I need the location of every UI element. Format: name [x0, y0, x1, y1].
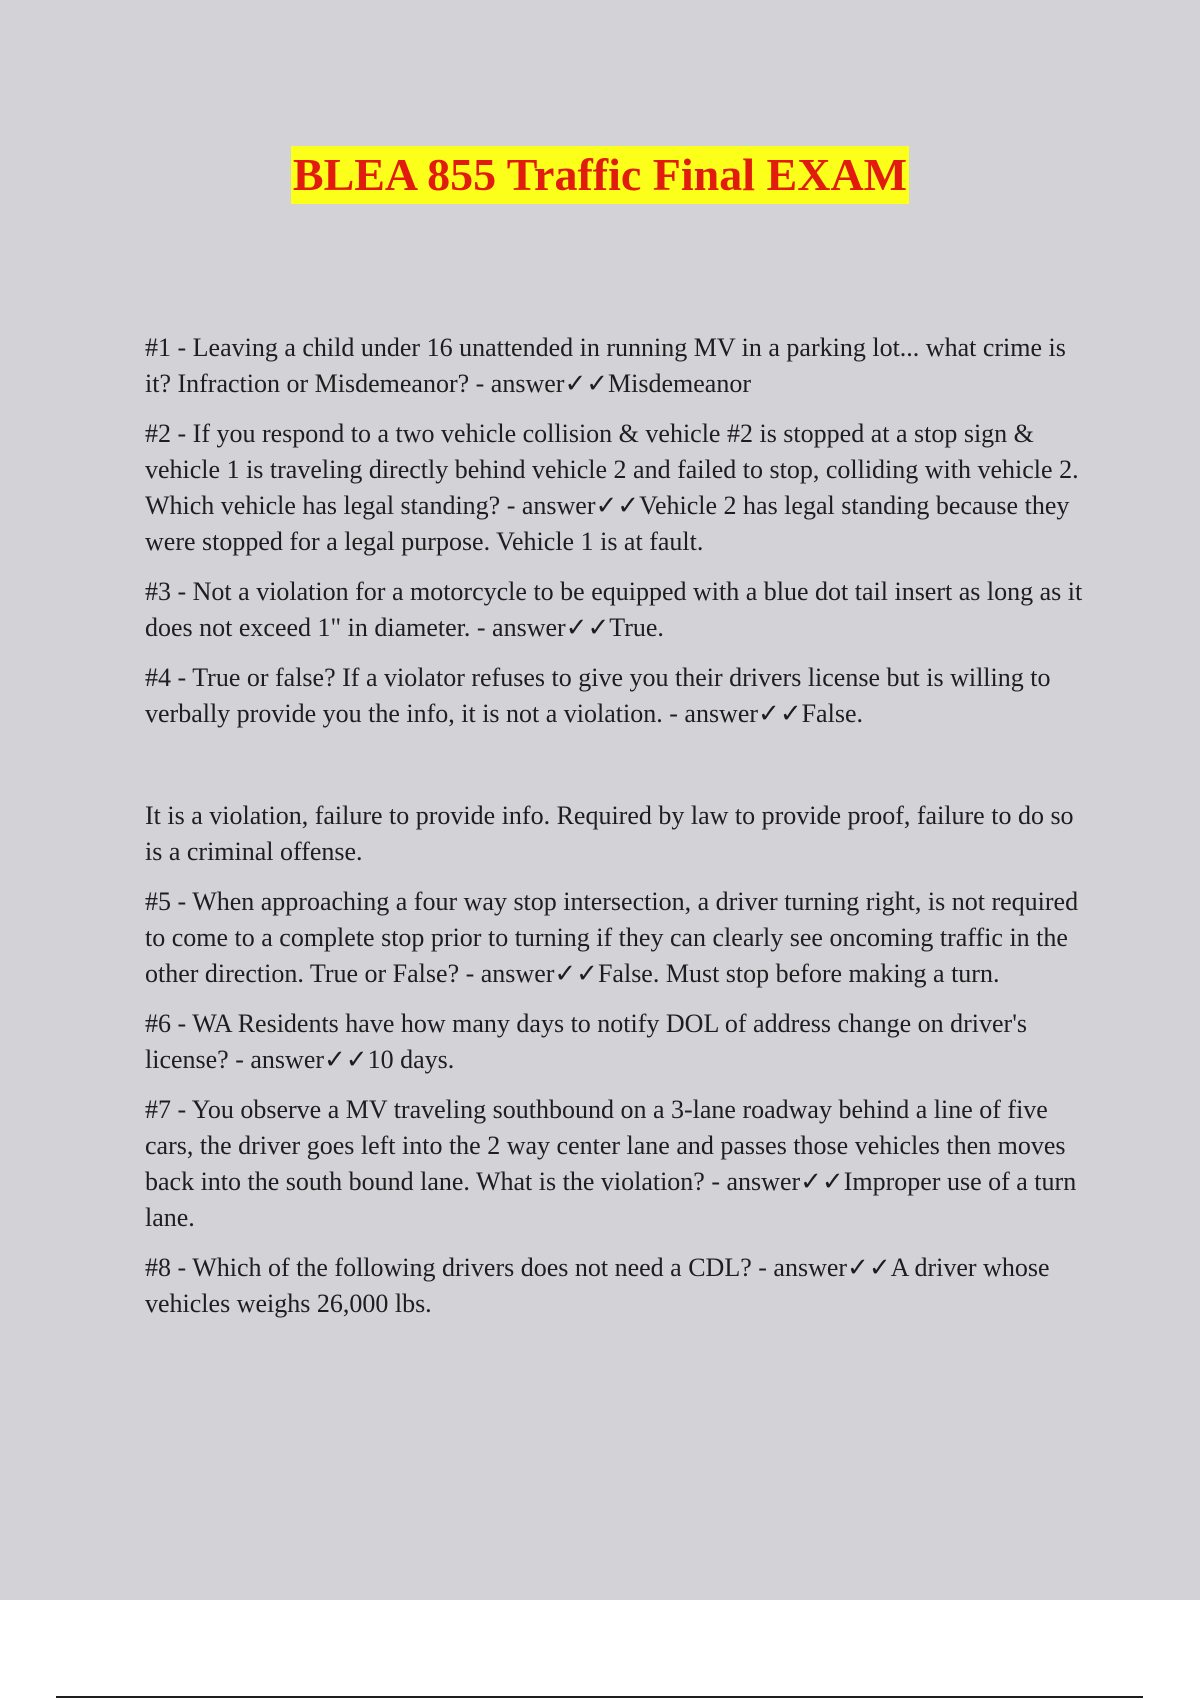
- question-7: #7 - You observe a MV traveling southbound on a 3-lane roadway behind a line of five cars, the driver goes left into the 2 way center lane and passes those vehicles then moves back into the south bound lane. What is the violation? - answer✓✓Improper use of a turn lane.: [145, 1095, 1077, 1232]
- question-1: #1 - Leaving a child under 16 unattended in running MV in a parking lot... what crime is it? Infraction or Misdemeanor? - answer✓✓Misdemeanor: [145, 333, 1066, 398]
- document-title: BLEA 855 Traffic Final EXAM: [291, 146, 909, 204]
- title-container: [0, 146, 1200, 204]
- question-6: #6 - WA Residents have how many days to notify DOL of address change on driver's license? - answer✓✓10 days.: [145, 1009, 1028, 1074]
- question-2: #2 - If you respond to a two vehicle collision & vehicle #2 is stopped at a stop sign & vehicle 1 is traveling directly behind vehicle 2 and failed to stop, colliding with vehicle 2. Which vehicle has legal standing? - answer✓✓Vehicle 2 has legal standing because they were stopped for a legal purpose. Vehicle 1 is at fault.: [145, 419, 1079, 556]
- question-4: #4 - True or false? If a violator refuses to give you their drivers license but is willing to verbally provide you the info, it is not a violation. - answer✓✓False.: [145, 663, 1051, 728]
- footer-divider: [56, 1696, 1143, 1698]
- document-body: [145, 330, 1095, 1336]
- question-3: #3 - Not a violation for a motorcycle to be equipped with a blue dot tail insert as long as it does not exceed 1" in diameter. - answer✓✓True.: [145, 577, 1083, 642]
- question-5: #5 - When approaching a four way stop intersection, a driver turning right, is not required to come to a complete stop prior to turning if they can clearly see oncoming traffic in the other direction. True or False? - answer✓✓False. Must stop before making a turn.: [145, 887, 1079, 988]
- question-8: #8 - Which of the following drivers does not need a CDL? - answer✓✓A driver whose vehicles weighs 26,000 lbs.: [145, 1253, 1050, 1318]
- question-4-explanation: It is a violation, failure to provide info. Required by law to provide proof, failure to do so is a criminal offense.: [145, 801, 1074, 866]
